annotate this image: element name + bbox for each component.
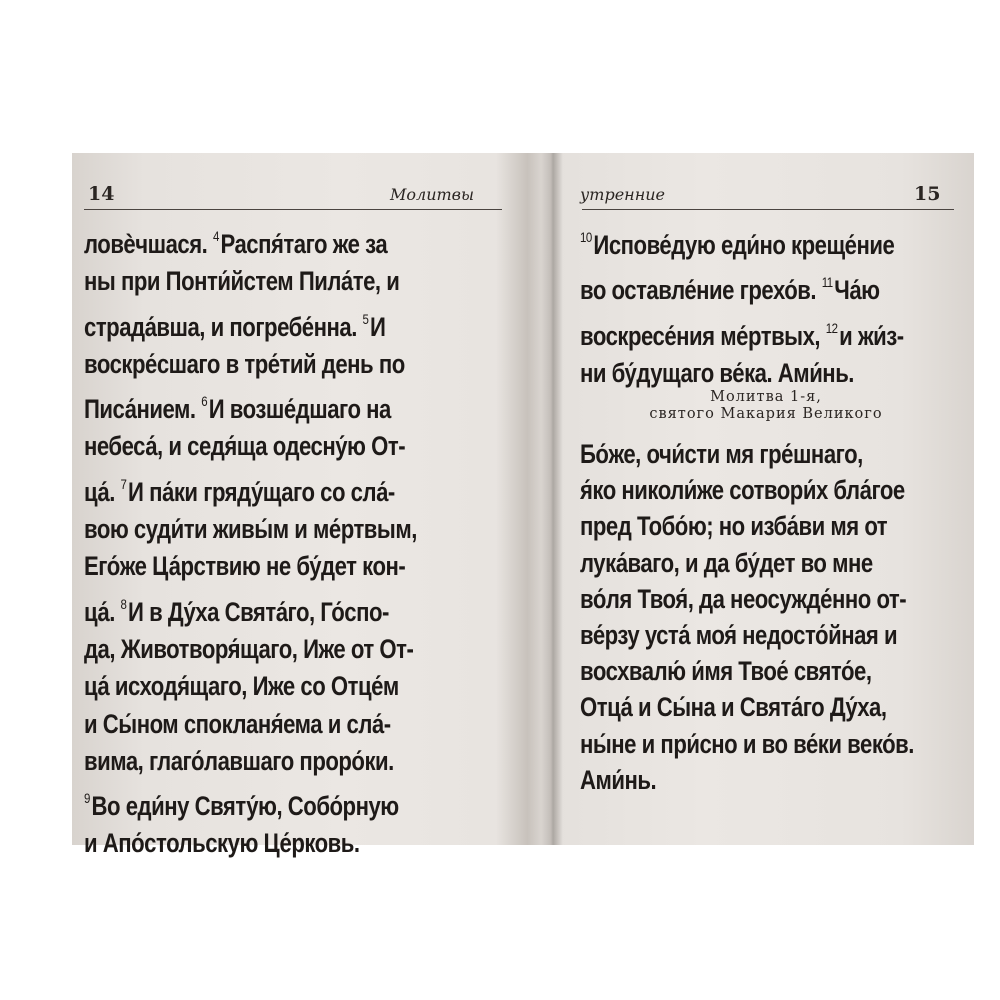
verse-text: Писа́нием. bbox=[84, 394, 202, 425]
verse-text: и Апо́стольскую Це́рковь. bbox=[84, 828, 360, 859]
verse-text: во́ля Твоя́, да неосужде́нно от- bbox=[580, 583, 907, 614]
verse-number: 4 bbox=[212, 228, 219, 244]
left-text-line bbox=[84, 263, 417, 300]
left-text-line bbox=[84, 428, 417, 465]
verse-text: пред Тобо́ю; но изба́ви мя от bbox=[580, 511, 888, 542]
left-text-line bbox=[84, 825, 417, 862]
verse-text: да, Животворя́щаго, Иже от От- bbox=[84, 633, 414, 664]
verse-text: Распя́таго же за bbox=[220, 229, 388, 259]
verse-text: я́ко николи́же сотвори́х бла́гое bbox=[580, 475, 905, 506]
verse-text: воскресе́ния ме́ртвых, bbox=[580, 320, 826, 351]
open-prayer-book bbox=[72, 153, 974, 859]
right-text-bottom-line bbox=[580, 545, 914, 581]
left-text-line bbox=[84, 301, 417, 346]
left-text-line bbox=[84, 346, 417, 383]
verse-text: Бо́же, очи́сти мя гре́шнаго, bbox=[580, 439, 863, 469]
verse-text: воскре́сшаго в тре́тий день по bbox=[84, 348, 405, 379]
left-page bbox=[72, 153, 542, 859]
verse-text: Испове́дую еди́но креще́ние bbox=[593, 230, 895, 260]
right-text-bottom-line bbox=[580, 653, 914, 689]
left-page-text bbox=[84, 218, 417, 863]
verse-text: восхвалю́ и́мя Твое́ свято́е, bbox=[580, 656, 872, 687]
verse-text: ве́рзу уста́ моя́ недосто́йная и bbox=[580, 620, 898, 651]
verse-number: 5 bbox=[362, 310, 369, 327]
right-text-bottom-line bbox=[580, 581, 914, 617]
left-running-title: Молитвы bbox=[390, 185, 475, 204]
verse-number: 9 bbox=[84, 790, 90, 807]
verse-text: и жи́з- bbox=[839, 320, 904, 351]
right-text-bottom-line bbox=[580, 472, 914, 508]
verse-text: И bbox=[370, 311, 386, 342]
right-text-top-line bbox=[580, 310, 904, 355]
verse-text: И возше́дшаго на bbox=[208, 394, 391, 425]
left-text-line bbox=[84, 548, 417, 585]
right-running-title: утренние bbox=[580, 185, 666, 204]
left-text-line bbox=[84, 706, 417, 743]
right-text-top-line bbox=[580, 264, 904, 309]
left-text-line bbox=[84, 743, 417, 780]
verse-number: 12 bbox=[825, 319, 838, 336]
verse-text: ца́. bbox=[84, 476, 121, 507]
verse-text: Его́же Ца́рствию не бу́дет кон- bbox=[84, 551, 406, 582]
verse-number: 6 bbox=[201, 393, 208, 410]
verse-number: 11 bbox=[821, 274, 833, 291]
verse-text: Отца́ и Сы́на и Свята́го Ду́ха, bbox=[580, 692, 887, 723]
prayer-heading-line-1: Молитва 1-я, bbox=[710, 389, 822, 405]
right-text-bottom-line bbox=[580, 508, 914, 544]
verse-text: небеса́, и седя́ща одесну́ю От- bbox=[84, 431, 406, 462]
left-page-number: 14 bbox=[88, 183, 115, 205]
left-header-rule bbox=[84, 209, 502, 210]
verse-text: ца́. bbox=[84, 596, 121, 627]
verse-text: И в Ду́ха Свята́го, Го́спо- bbox=[128, 596, 389, 627]
prayer-heading-line-2: святого Макария Великого bbox=[649, 406, 883, 422]
right-page bbox=[562, 153, 974, 845]
verse-text: Ами́нь. bbox=[580, 764, 657, 795]
right-page-text-bottom bbox=[580, 436, 914, 798]
verse-text: ловèчшася. bbox=[84, 229, 213, 259]
right-page-number: 15 bbox=[914, 183, 941, 205]
right-text-top-line bbox=[580, 219, 904, 264]
verse-text: вима, глаго́лавшаго проро́ки. bbox=[84, 745, 394, 776]
right-header-rule bbox=[582, 209, 954, 210]
verse-text: И па́ки гряду́щаго со сла́- bbox=[128, 476, 395, 507]
verse-text: и Сы́ном спокланя́ема и сла́- bbox=[84, 708, 391, 739]
verse-text: ны́не и при́сно и во ве́ки веко́в. bbox=[580, 728, 914, 759]
right-text-bottom-line bbox=[580, 436, 914, 472]
verse-text: ца́ исходя́щаго, Иже со Отце́м bbox=[84, 671, 399, 702]
left-text-line bbox=[84, 218, 417, 263]
verse-text: вою суди́ти живы́м и ме́ртвым, bbox=[84, 514, 417, 545]
left-text-line bbox=[84, 383, 417, 428]
verse-text: страда́вша, и погребе́нна. bbox=[84, 311, 363, 342]
verse-number: 7 bbox=[120, 475, 127, 492]
verse-number: 10 bbox=[580, 229, 592, 245]
verse-text: Ча́ю bbox=[834, 275, 880, 306]
right-text-top-line bbox=[580, 355, 904, 392]
left-text-line bbox=[84, 631, 417, 668]
verse-text: ни бу́дущаго ве́ка. Ами́нь. bbox=[580, 357, 854, 388]
right-text-bottom-line bbox=[580, 617, 914, 653]
left-text-line bbox=[84, 668, 417, 705]
right-page-text-top bbox=[580, 219, 904, 392]
verse-text: лука́ваго, и да бу́дет во мне bbox=[580, 547, 873, 578]
left-text-line bbox=[84, 511, 417, 548]
left-text-line bbox=[84, 586, 417, 631]
left-text-line bbox=[84, 780, 417, 825]
right-text-bottom-line bbox=[580, 762, 914, 798]
verse-text: ны при Понти́йстем Пила́те, и bbox=[84, 266, 400, 297]
verse-text: во оставле́ние грехо́в. bbox=[580, 275, 822, 306]
right-text-bottom-line bbox=[580, 689, 914, 725]
right-text-bottom-line bbox=[580, 726, 914, 762]
verse-text: Во еди́ну Святу́ю, Собо́рную bbox=[91, 791, 399, 822]
left-text-line bbox=[84, 466, 417, 511]
book-gutter bbox=[541, 153, 563, 845]
verse-number: 8 bbox=[120, 595, 127, 612]
